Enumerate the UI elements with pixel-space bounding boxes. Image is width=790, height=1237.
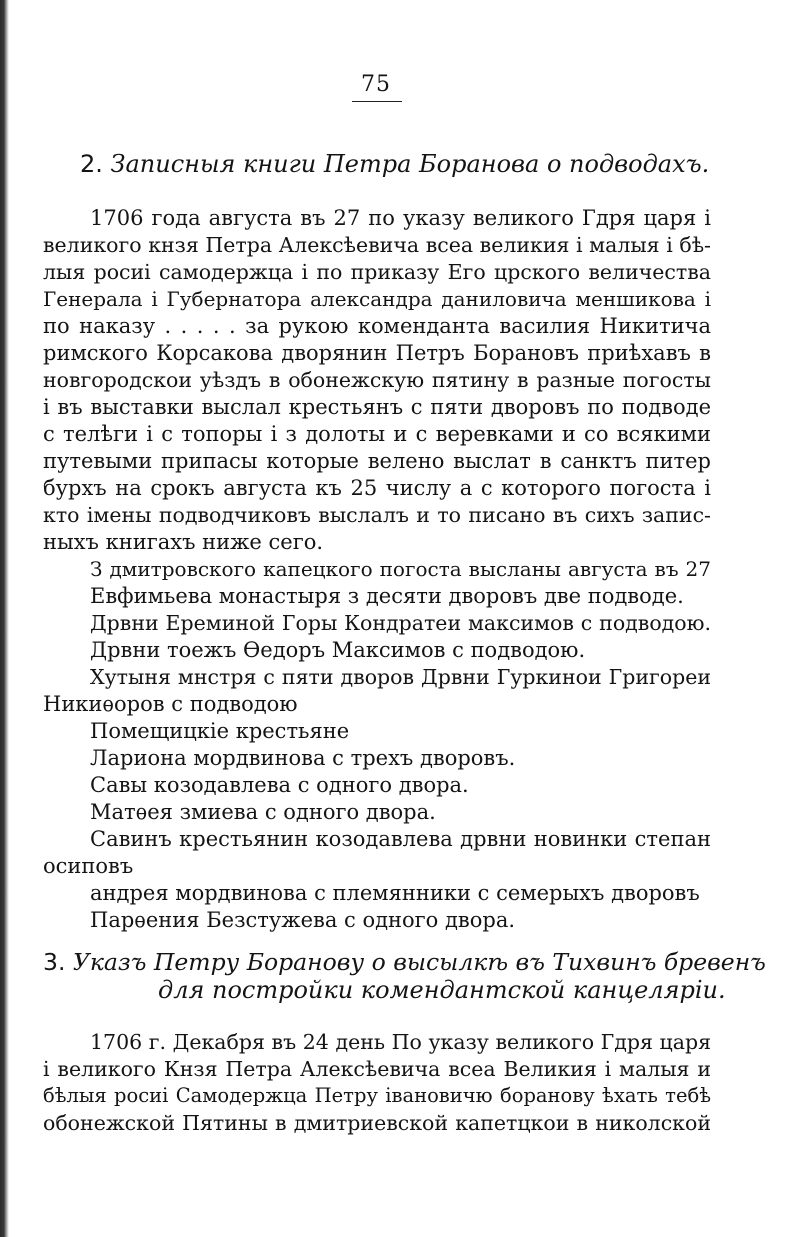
text-line: Генерала і Губернатора александра даниловича меншикова і [43, 287, 711, 311]
text-line: бурхъ на срокъ августа къ 25 числу а с которого погоста і [43, 476, 711, 500]
section-3-heading [43, 948, 766, 976]
section-2-title: Записныя книги Петра Боранова о подводахъ. [110, 150, 710, 178]
text-line: Дрвни Ереминой Горы Кондратеи максимов с подводою. [90, 611, 711, 635]
text-line: Савинъ крестьянин козодавлева дрвни новинки степан [90, 827, 711, 851]
text-line: і великого Кнзя Петра Алексѣевича всеа Великия і малыя и [43, 1057, 711, 1081]
text-line: андрея мордвинова с племянники с семерыхъ дворовъ [90, 881, 700, 905]
section-2-heading [80, 150, 709, 178]
section-3-number: 3. [43, 948, 66, 976]
text-line: Евфимьева монастыря з десяти дворовъ две подводе. [90, 584, 684, 608]
text-line: Матѳея змиева с одного двора. [90, 800, 436, 824]
text-line: Хутыня мнстря с пяти дворов Дрвни Гуркинои Григореи [90, 665, 711, 689]
text-line: і въ выставки выслал крестьянъ с пяти дворовъ по подводе [43, 395, 711, 419]
text-line: новгородскои уѣздъ в обонежскую пятину в разные погосты [43, 368, 711, 392]
text-line: обонежской Пятины в дмитриевской капетцкои в николской [43, 1111, 711, 1135]
text-line: лыя росиі самодержца і по приказу Его црского величества [43, 260, 711, 284]
text-line: великого кнзя Петра Алексѣевича всеа великия і малыя і бѣ- [43, 233, 711, 257]
text-line: осиповъ [43, 854, 134, 878]
text-line: Савы козодавлева с одного двора. [90, 773, 469, 797]
text-line: ныхъ книгахъ ниже сего. [43, 530, 324, 554]
text-line: римского Корсакова дворянин Петръ Борановъ приѣхавъ в [43, 341, 711, 365]
text-line: 1706 года августа въ 27 по указу великого Гдря царя і [90, 206, 711, 230]
page-number-rule [352, 101, 402, 102]
text-line: бѣлыя росиі Самодержца Петру івановичю боранову ѣхать тебѣ [43, 1084, 711, 1107]
page-number: 75 [361, 72, 391, 97]
section-3-title-line2: для постройки комендантской канцеляріи. [158, 976, 726, 1004]
section-2-number: 2. [80, 150, 103, 178]
text-line: 1706 г. Декабря въ 24 день По указу великого Гдря царя [90, 1030, 711, 1054]
page-binding-edge [0, 0, 9, 1237]
section-3-heading-cont [158, 976, 726, 1004]
text-line: путевыми припасы которые велено выслат в санктъ питер [43, 449, 711, 473]
text-line: Лариона мордвинова с трехъ дворовъ. [90, 746, 516, 770]
text-line: Никиѳоров с подводою [43, 692, 298, 716]
section-3-title-line1: Указъ Петру Боранову о высылкѣ въ Тихвинъ бревенъ [72, 948, 766, 976]
text-line: Парѳения Безстужева с одного двора. [90, 908, 516, 932]
text-line: Дрвни тоежъ Ѳедоръ Максимов с подводою. [90, 638, 586, 662]
text-line: по наказу . . . . . за рукою коменданта василия Никитича [43, 314, 711, 338]
text-line: с телѣги і с топоры і з долоты и с веревками и со всякими [43, 422, 711, 446]
text-line: кто імены подводчиковъ выслалъ и то писано въ сихъ запис- [43, 503, 711, 527]
text-line: З дмитровского капецкого погоста высланы августа въ 27 [90, 557, 711, 581]
text-line: Помещицкіе крестьяне [90, 719, 350, 743]
